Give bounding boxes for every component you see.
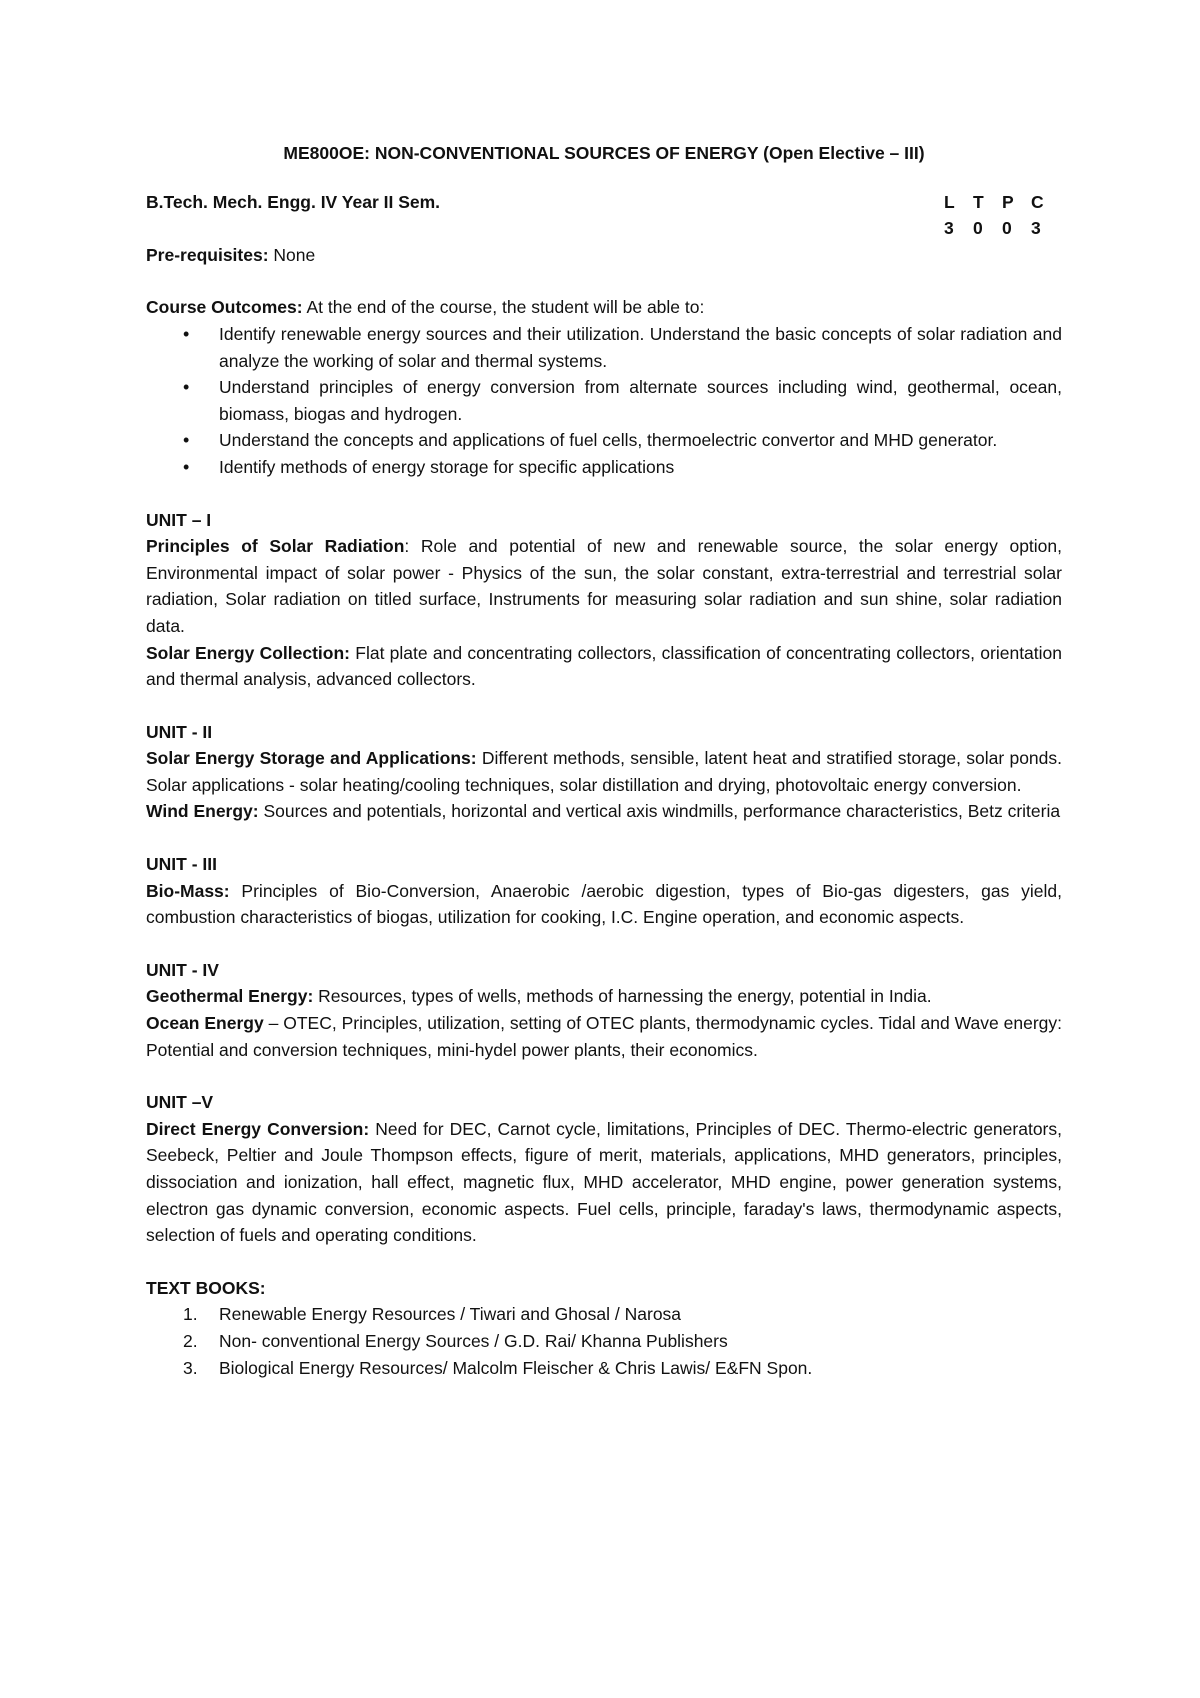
unit-3 <box>146 851 1062 931</box>
unit-title: UNIT –V <box>146 1092 214 1113</box>
text-book-item <box>146 1328 1062 1355</box>
text-book-item <box>146 1355 1062 1382</box>
ltpc-grid <box>944 189 1060 242</box>
prerequisites <box>146 242 1062 269</box>
topic-text: Sources and potentials, horizontal and vertical axis windmills, performance characteristics, Betz criteria <box>258 801 1061 822</box>
topic-label: Wind Energy: <box>146 801 259 822</box>
topic-text: Need for DEC, Carnot cycle, limitations, Principles of DEC. Thermo-electric generators, Seebeck, Peltier and Joule Thompson effects, figure of merit, materials, applications, MHD generators, principles, dissociation and ionization, hall effect, magnetic flux, MHD accelerator, MHD engine, power generation systems, electron gas dynamic conversion, economic aspects. Fuel cells, principle, faraday's laws, thermodynamic aspects, selection of fuels and operating conditions. <box>146 1118 1062 1246</box>
ltpc-header-c: C <box>1031 191 1044 212</box>
text-books-heading: TEXT BOOKS: <box>146 1277 266 1298</box>
ltpc-value-p: 0 <box>1002 218 1012 239</box>
unit-4 <box>146 957 1062 1063</box>
unit-1 <box>146 507 1062 693</box>
outcome-item: • Identify methods of energy storage for specific applications <box>146 454 1062 481</box>
topic-label: Ocean Energy <box>146 1013 264 1034</box>
topic-label: Direct Energy Conversion: <box>146 1118 370 1139</box>
topic-text: – OTEC, Principles, utilization, setting of OTEC plants, thermodynamic cycles. Tidal and Wave energy: Potential and conversion techniques, mini-hydel power plants, their economics. <box>146 1013 1062 1060</box>
text-book-title: Biological Energy Resources/ Malcolm Fleischer & Chris Lawis/ E&FN Spon. <box>219 1357 813 1378</box>
unit-paragraph <box>146 745 1062 798</box>
course-outcomes-list <box>146 321 1062 481</box>
unit-paragraph <box>146 878 1062 931</box>
unit-paragraph <box>146 1116 1062 1249</box>
topic-label: Geothermal Energy: <box>146 986 314 1007</box>
ltpc-value-c: 3 <box>1031 218 1041 239</box>
course-outcomes <box>146 294 1062 321</box>
text-book-item <box>146 1301 1062 1328</box>
unit-paragraph <box>146 640 1062 693</box>
unit-title: UNIT – I <box>146 509 212 530</box>
course-outcomes-label: Course Outcomes: <box>146 297 303 318</box>
unit-5 <box>146 1089 1062 1249</box>
ltpc-value-l: 3 <box>944 218 954 239</box>
unit-title: UNIT - III <box>146 854 217 875</box>
text-book-number: 2. <box>183 1330 198 1351</box>
unit-title: UNIT - II <box>146 721 213 742</box>
topic-text: : Role and potential of new and renewable source, the solar energy option, Environmental impact of solar power - Physics of the sun, the solar constant, extra-terrestrial and terrestrial solar radiation, Solar radiation on titled surface, Instruments for measuring solar radiation and sun shine, solar radiation data. <box>146 536 1062 636</box>
topic-label: Principles of Solar Radiation <box>146 536 405 557</box>
topic-text: Different methods, sensible, latent heat and stratified storage, solar ponds. Solar applications - solar heating/cooling techniques, solar distillation and drying, photovoltaic energy conversion. <box>146 748 1063 795</box>
text-books <box>146 1275 1062 1381</box>
prerequisites-value: None <box>268 244 316 265</box>
course-outcomes-intro: At the end of the course, the student will be able to: <box>302 297 705 318</box>
topic-text: Resources, types of wells, methods of harnessing the energy, potential in India. <box>313 986 932 1007</box>
topic-text: Principles of Bio-Conversion, Anaerobic /aerobic digestion, types of Bio-gas digesters, gas yield, combustion characteristics of biogas, utilization for cooking, I.C. Engine operation, and economic aspects. <box>146 880 1062 928</box>
topic-text: Flat plate and concentrating collectors, classification of concentrating collectors, orientation and thermal analysis, advanced collectors. <box>146 642 1063 690</box>
syllabus-page <box>146 140 1062 1381</box>
topic-label: Solar Energy Storage and Applications: <box>146 748 477 769</box>
unit-paragraph <box>146 533 1062 639</box>
topic-label: Bio-Mass: <box>146 880 230 901</box>
ltpc-header-l: L <box>944 191 955 212</box>
text-book-number: 1. <box>183 1304 198 1325</box>
unit-2 <box>146 719 1062 825</box>
outcome-item: • Understand the concepts and applications of fuel cells, thermoelectric convertor and MHD generator. <box>146 427 1062 454</box>
unit-paragraph <box>146 983 1062 1010</box>
unit-title: UNIT - IV <box>146 959 219 980</box>
outcome-item: • Identify renewable energy sources and their utilization. Understand the basic concepts of solar radiation and analyze the working of solar and thermal systems. <box>146 321 1062 374</box>
text-books-list <box>146 1301 1062 1381</box>
course-header <box>146 189 1062 242</box>
text-book-title: Renewable Energy Resources / Tiwari and Ghosal / Narosa <box>219 1304 682 1325</box>
unit-paragraph <box>146 1010 1062 1063</box>
ltpc-header-p: P <box>1002 191 1014 212</box>
unit-paragraph <box>146 798 1062 825</box>
outcome-item: • Understand principles of energy conversion from alternate sources including wind, geothermal, ocean, biomass, biogas and hydrogen. <box>146 374 1062 427</box>
program-label: B.Tech. Mech. Engg. IV Year II Sem. <box>146 191 441 212</box>
ltpc-value-t: 0 <box>973 218 983 239</box>
ltpc-header-t: T <box>973 191 984 212</box>
text-book-number: 3. <box>183 1357 198 1378</box>
prerequisites-label: Pre-requisites: <box>146 244 269 265</box>
course-title: ME800OE: NON-CONVENTIONAL SOURCES OF ENERGY (Open Elective – III) <box>283 143 925 163</box>
topic-label: Solar Energy Collection: <box>146 642 351 663</box>
text-book-title: Non- conventional Energy Sources / G.D. Rai/ Khanna Publishers <box>219 1330 728 1351</box>
